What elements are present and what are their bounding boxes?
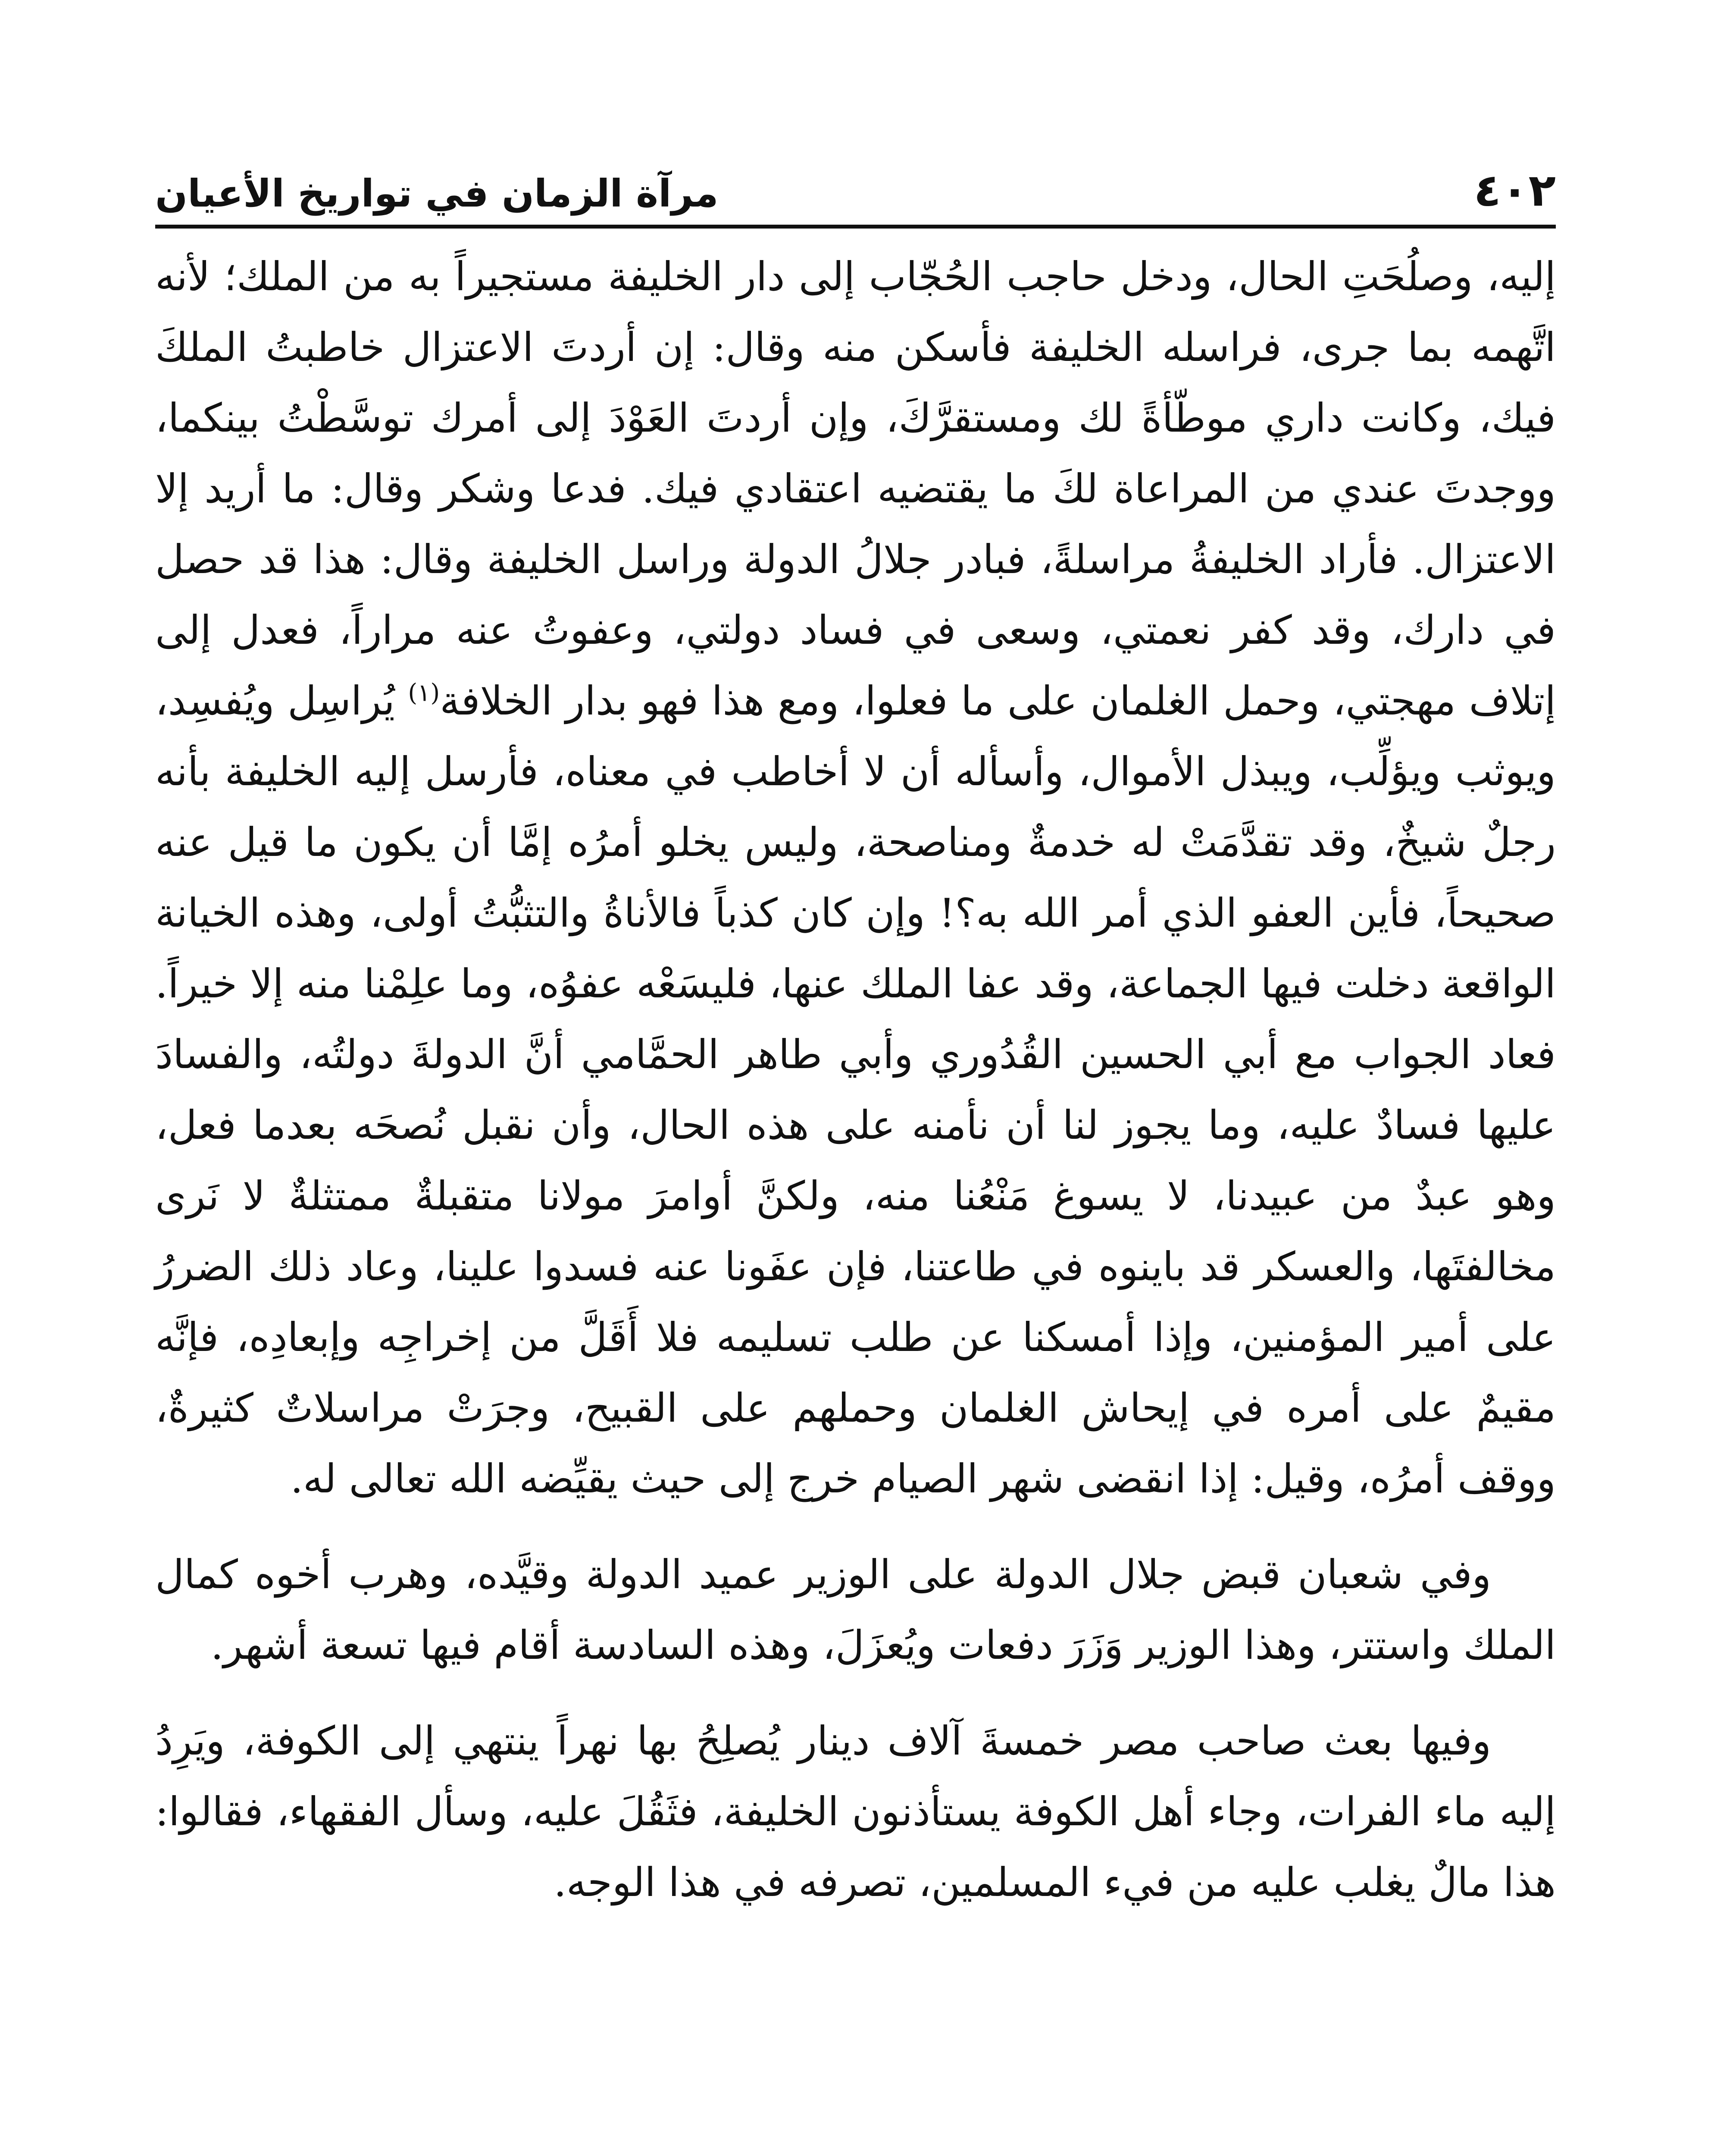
book-title: مرآة الزمان في تواريخ الأعيان (155, 171, 719, 216)
main-text (155, 241, 1556, 1918)
paragraph-1 (155, 241, 1556, 1514)
page-number: ٤٠٢ (1473, 164, 1556, 216)
paragraph-1-text-b: يُراسِل ويُفسِد، ويوثب ويؤلِّب، ويبذل الأموال، وأسأله أن لا أخاطب في معناه، فأرسل إليه الخليفة بأنه رجلٌ شيخٌ، وقد تقدَّمَتْ له خدمةٌ ومناصحة، وليس يخلو أمرُه إمَّا أن يكون ما قيل عنه صحيحاً، فأين العفو الذي أمر الله به؟! وإن كان كذباً فالأناةُ والتثبُّتُ أولى، وهذه الخيانة الواقعة دخلت فيها الجماعة، وقد عفا الملك عنها، فليسَعْه عفوُه، وما علِمْنا منه إلا خيراً. فعاد الجواب مع أبي الحسين القُدُوري وأبي طاهر الحمَّامي أنَّ الدولةَ دولتُه، والفسادَ عليها فسادٌ عليه، وما يجوز لنا أن نأمنه على هذه الحال، وأن نقبل نُصحَه بعدما فعل، وهو عبدٌ من عبيدنا، لا يسوغ مَنْعُنا منه، ولكنَّ أوامرَ مولانا متقبلةٌ ممتثلةٌ لا نَرى مخالفتَها، والعسكر قد باينوه في طاعتنا، فإن عفَونا عنه فسدوا علينا، وعاد ذلك الضررُ على أمير المؤمنين، وإذا أمسكنا عن طلب تسليمه فلا أَقَلَّ من إخراجِه وإبعادِه، فإنَّه مقيمٌ على أمره في إيحاش الغلمان وحملهم على القبيح، وجرَتْ مراسلاتٌ كثيرةٌ، ووقف أمرُه، وقيل: إذا انقضى شهر الصيام خرج إلى حيث يقيِّضه الله تعالى له. (155, 678, 1556, 1502)
paragraph-2: وفي شعبان قبض جلال الدولة على الوزير عميد الدولة وقيَّده، وهرب أخوه كمال الملك واستتر، وهذا الوزير وَزَرَ دفعات ويُعزَلَ، وهذه السادسة أقام فيها تسعة أشهر. (155, 1551, 1556, 1668)
paragraph-3: وفيها بعث صاحب مصر خمسةَ آلاف دينار يُصلِحُ بها نهراً ينتهي إلى الكوفة، ويَرِدُ إليه ماء الفرات، وجاء أهل الكوفة يستأذنون الخليفة، فثَقُلَ عليه، وسأل الفقهاء، فقالوا: هذا مالٌ يغلب عليه من فيء المسلمين، تصرفه في هذا الوجه. (155, 1718, 1556, 1905)
paragraph-1-text-a: إليه، وصلُحَتِ الحال، ودخل حاجب الحُجّاب إلى دار الخليفة مستجيراً به من الملك؛ لأنه اتَّهمه بما جرى، فراسله الخليفة فأسكن منه وقال: إن أردتَ الاعتزال خاطبتُ الملكَ فيك، وكانت داري موطّأةً لك ومستقرَّكَ، وإن أردتَ العَوْدَ إلى أمرك توسَّطْتُ بينكما، ووجدتَ عندي من المراعاة لكَ ما يقتضيه اعتقادي فيك. فدعا وشكر وقال: ما أريد إلا الاعتزال. فأراد الخليفةُ مراسلةً، فبادر جلالُ الدولة وراسل الخليفة وقال: هذا قد حصل في دارك، وقد كفر نعمتي، وسعى في فساد دولتي، وعفوتُ عنه مراراً، فعدل إلى إتلاف مهجتي، وحمل الغلمان على ما فعلوا، ومع هذا فهو بدار الخلافة (155, 254, 1556, 724)
page-header (155, 129, 1556, 229)
footnote-reference: (١) (408, 679, 440, 707)
